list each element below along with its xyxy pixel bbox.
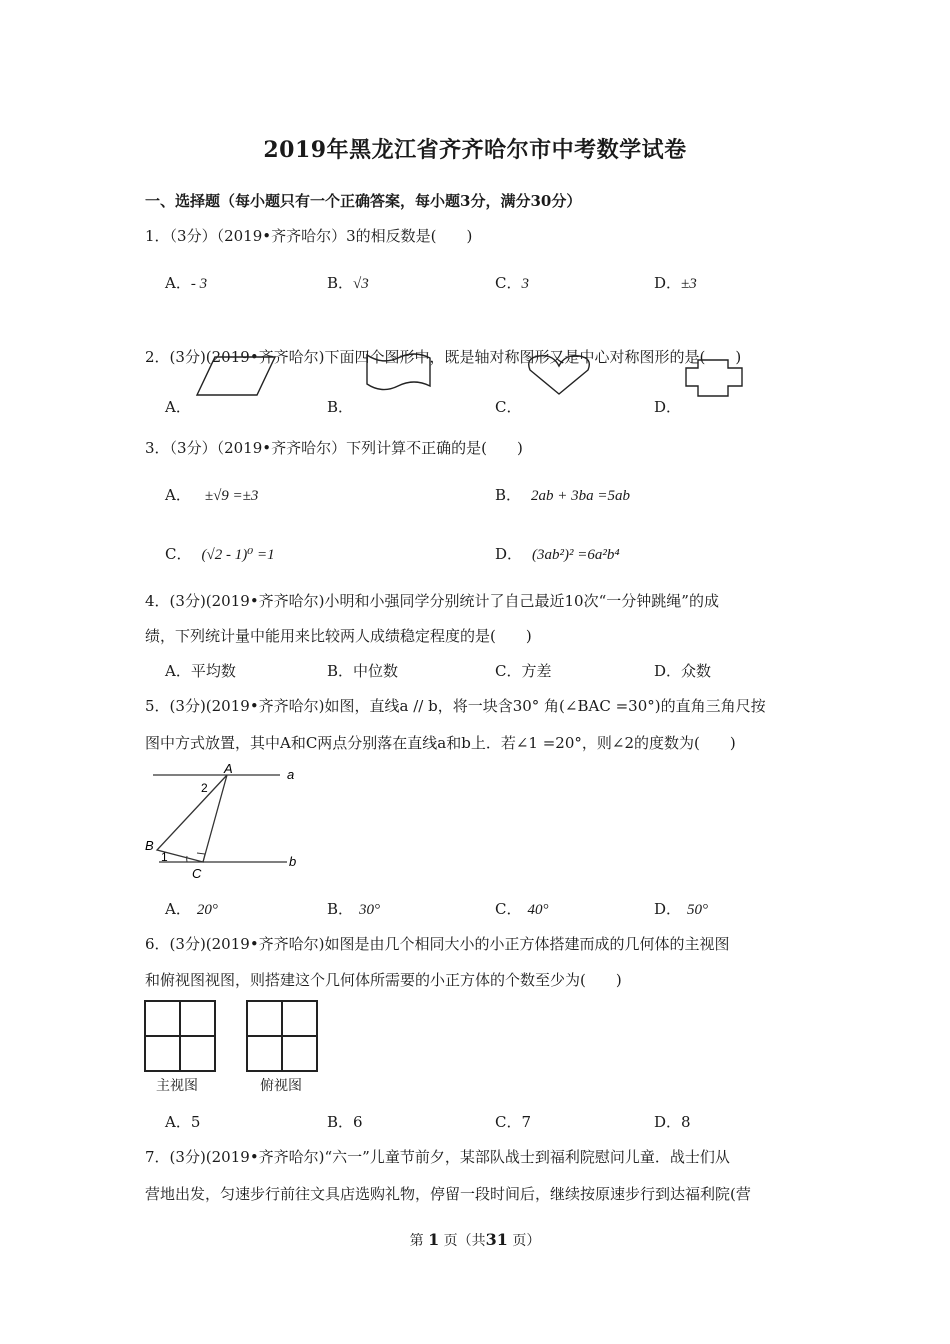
question-7-stem-line-1: 7．(3分)(2019•齐齐哈尔)“六一”儿童节前夕，某部队战士到福利院慰问儿童．战士们从	[145, 1148, 730, 1166]
q1-option-d[interactable]: D．±3	[654, 274, 697, 292]
label-a: a	[287, 767, 295, 782]
page-footer: 第 1 页（共31 页）	[409, 1230, 541, 1249]
q5-option-d[interactable]: D． 50°	[654, 900, 709, 918]
triangle-ruler-figure	[145, 762, 315, 882]
section-heading: 一、选择题（每小题只有一个正确答案，每小题3分，满分30分）	[145, 192, 582, 210]
q2-option-d[interactable]: D．	[654, 398, 682, 416]
q4-option-b[interactable]: B．中位数	[327, 662, 399, 680]
question-5-stem-line-1: 5．(3分)(2019•齐齐哈尔)如图，直线a // b，将一块含30° 角(∠BAC =30°)的直角三角尺按	[145, 697, 766, 715]
q1-option-c[interactable]: C．3	[495, 274, 529, 292]
heart-figure	[525, 352, 595, 400]
question-7-stem-line-2: 营地出发，匀速步行前往文具店选购礼物，停留一段时间后，继续按原速步行到达福利院(营	[145, 1185, 751, 1203]
top-view-grid	[246, 1000, 318, 1072]
cross-shape-figure	[684, 358, 746, 400]
q2-option-a[interactable]: A．	[165, 398, 191, 416]
top-view-label: 俯视图	[260, 1078, 302, 1094]
label-angle-2: 2	[201, 781, 208, 795]
q5-option-c[interactable]: C． 40°	[495, 900, 549, 918]
triangle-abc	[157, 775, 227, 862]
q6-option-b[interactable]: B．6	[327, 1113, 363, 1131]
total-pages-number: 31	[485, 1230, 508, 1249]
parallelogram-figure	[195, 355, 280, 400]
q3-option-d[interactable]: D． (3ab²)² =6a²b⁴	[495, 545, 620, 563]
q2-option-c[interactable]: C．	[495, 398, 522, 416]
q6-option-a[interactable]: A．5	[165, 1113, 201, 1131]
label-angle-1: 1	[161, 850, 168, 864]
label-b: b	[289, 854, 297, 869]
q4-option-c[interactable]: C．方差	[495, 662, 552, 680]
page-title: 2019年黑龙江省齐齐哈尔市中考数学试卷	[263, 137, 687, 163]
front-view-label: 主视图	[156, 1078, 198, 1094]
question-5-stem-line-2: 图中方式放置，其中A和C两点分别落在直线a和b上．若∠1 =20°，则∠2的度数为( )	[145, 734, 736, 752]
q2-option-b[interactable]: B．	[327, 398, 354, 416]
q5-option-b[interactable]: B． 30°	[327, 900, 381, 918]
label-C: C	[192, 866, 202, 881]
question-1-stem: 1．（3分）（2019•齐齐哈尔）3的相反数是( )	[145, 227, 473, 245]
q1-option-b[interactable]: B．√3	[327, 274, 369, 292]
question-3-stem: 3．（3分）（2019•齐齐哈尔）下列计算不正确的是( )	[145, 439, 523, 457]
label-B: B	[145, 838, 154, 853]
q3-option-b[interactable]: B． 2ab + 3ba =5ab	[495, 486, 631, 504]
flag-figure	[362, 350, 437, 395]
question-4-stem-line-2: 绩，下列统计量中能用来比较两人成绩稳定程度的是( )	[145, 627, 532, 645]
q3-option-c[interactable]: C． (√2 - 1)⁰ =1	[165, 545, 275, 563]
label-A: A	[224, 761, 233, 776]
q4-option-a[interactable]: A．平均数	[165, 662, 236, 680]
q3-option-a[interactable]: A． ±√9 =±3	[165, 486, 259, 504]
question-4-stem-line-1: 4．(3分)(2019•齐齐哈尔)小明和小强同学分别统计了自己最近10次“一分钟跳绳”的成	[145, 592, 719, 610]
q5-option-a[interactable]: A． 20°	[165, 900, 218, 918]
question-6-stem-line-1: 6．(3分)(2019•齐齐哈尔)如图是由几个相同大小的小正方体搭建而成的几何体的主视图	[145, 935, 730, 953]
q6-option-c[interactable]: C．7	[495, 1113, 532, 1131]
q1-option-a[interactable]: A．- 3	[165, 274, 208, 292]
q6-option-d[interactable]: D．8	[654, 1113, 691, 1131]
q4-option-d[interactable]: D．众数	[654, 662, 712, 680]
question-2-stem: 2．(3分)(2019•齐齐哈尔)下面四个图形中，既是轴对称图形又是中心对称图形的是( )	[145, 348, 742, 366]
question-6-stem-line-2: 和俯视图视图，则搭建这个几何体所需要的小正方体的个数至少为( )	[145, 971, 622, 989]
front-view-grid	[144, 1000, 216, 1072]
current-page-number: 1	[428, 1230, 440, 1249]
